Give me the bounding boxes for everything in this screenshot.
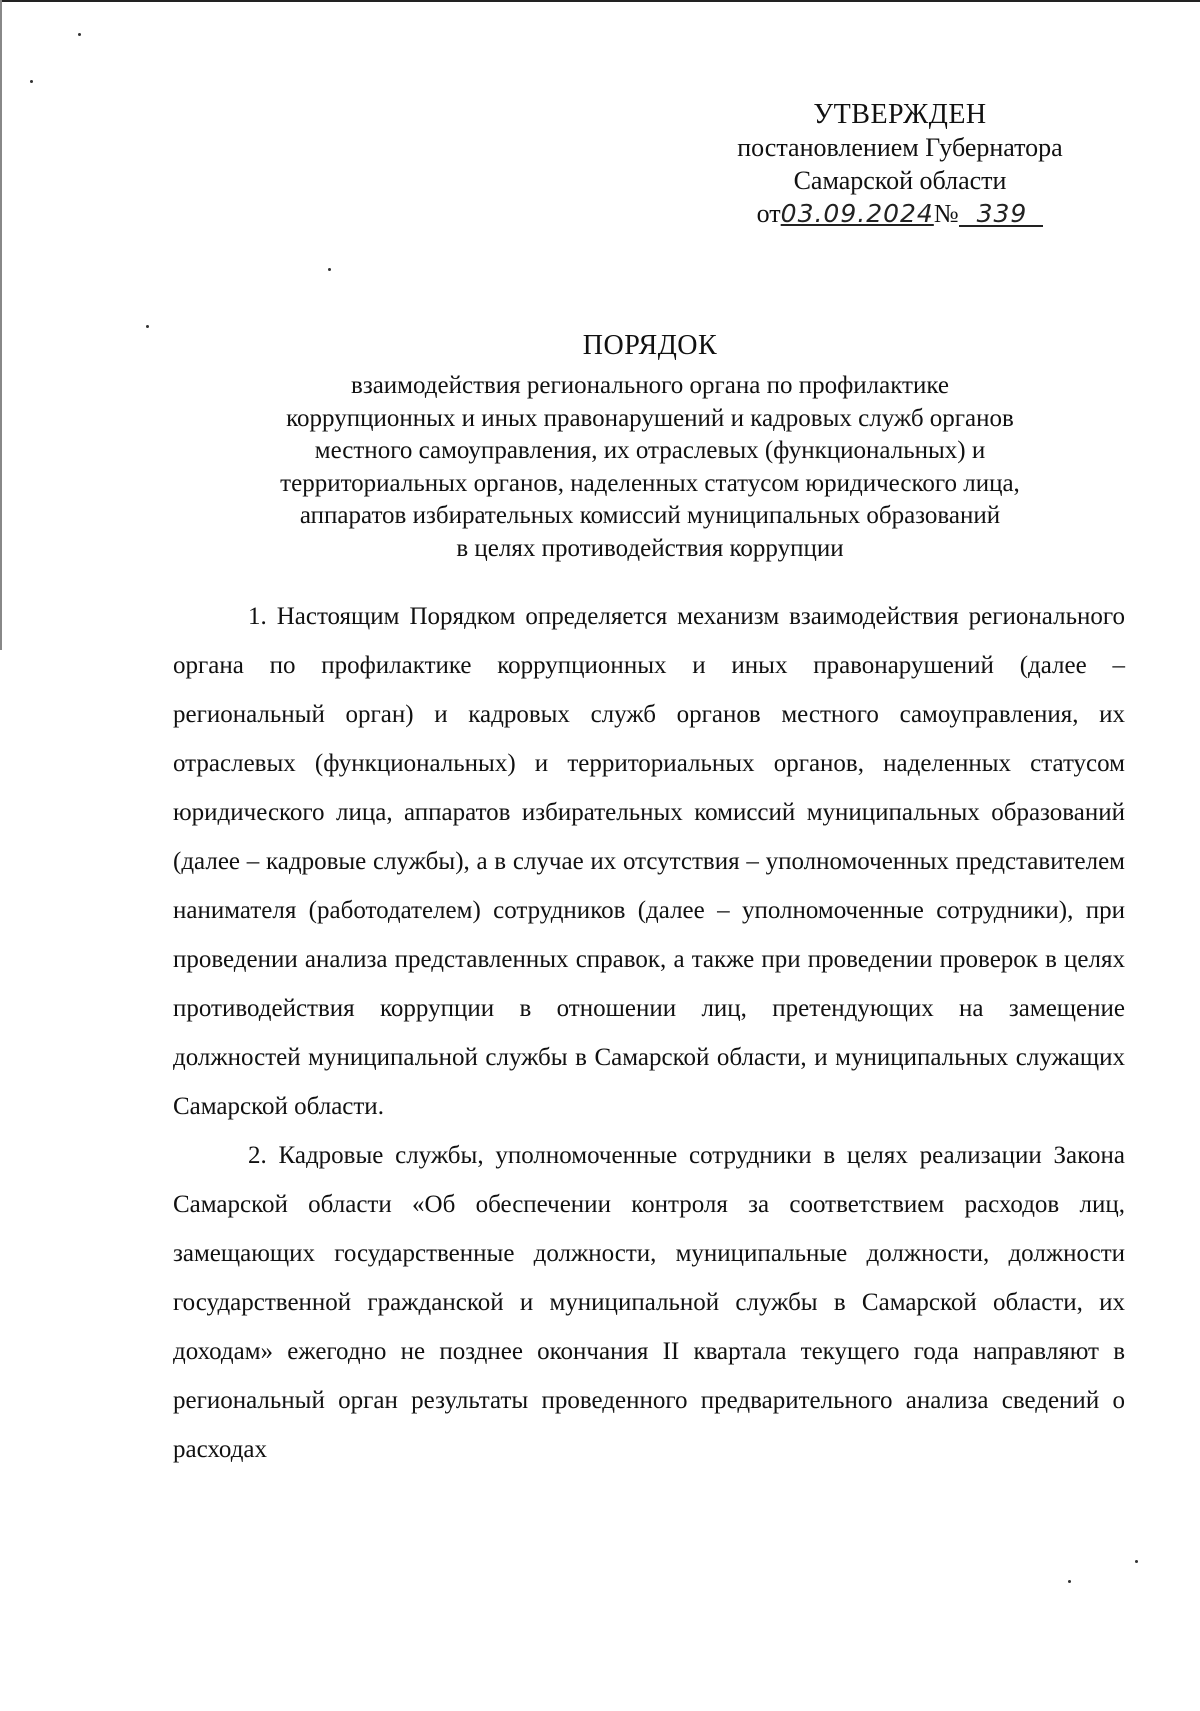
scan-speck bbox=[1135, 1560, 1138, 1563]
handwritten-number: 339 bbox=[976, 199, 1028, 228]
approval-title: УТВЕРЖДЕН bbox=[813, 99, 987, 130]
subtitle-line: аппаратов избирательных комиссий муниципальных образований bbox=[299, 502, 1001, 529]
subtitle-line: взаимодействия регионального органа по профилактике bbox=[351, 372, 949, 399]
subtitle-line: территориальных органов, наделенных статусом юридического лица, bbox=[280, 469, 1020, 497]
scan-speck bbox=[1068, 1580, 1071, 1583]
scan-speck bbox=[146, 325, 149, 328]
date-prefix: от bbox=[756, 199, 781, 228]
approval-block bbox=[690, 98, 1110, 230]
approval-line-1: постановлением Губернатора bbox=[737, 133, 1063, 162]
scan-border-top bbox=[0, 0, 1200, 2]
scan-speck bbox=[78, 33, 81, 36]
scan-speck bbox=[328, 268, 331, 271]
subtitle-line: коррупционных и иных правонарушений и кадровых служб органов bbox=[286, 404, 1014, 432]
document-subtitle bbox=[150, 370, 1150, 565]
approval-line-2: Самарской области bbox=[793, 166, 1007, 195]
scan-border-left bbox=[0, 0, 2, 650]
subtitle-line: в целях противодействия коррупции bbox=[456, 534, 844, 562]
number-sign: № bbox=[933, 199, 959, 228]
paragraph-2: 2. Кадровые службы, уполномоченные сотрудники в целях реализации Закона Самарской области «Об обеспечении контроля за соответствием расходов лиц, замещающих государственные должности, муниципальные должности, должности государственной гражданской и муниципальной службы в Самарской области, их доходам» ежегодно не позднее окончания II квартала текущего года направляют в региональный орган результаты проведенного предварительного анализа сведений о расходах bbox=[173, 1142, 1125, 1463]
paragraph-1: 1. Настоящим Порядком определяется механизм взаимодействия регионального органа по профилактике коррупционных и иных правонарушений (далее – региональный орган) и кадровых служб органов местного самоуправления, их отраслевых (функциональных) и территориальных органов, наделенных статусом юридического лица, аппаратов избирательных комиссий муниципальных образований (далее – кадровые службы), а в случае их отсутствия – уполномоченных представителем нанимателя (работодателем) сотрудников (далее – уполномоченные сотрудники), при проведении анализа представленных справок, а также при проведении проверок в целях противодействия коррупции в отношении лиц, претендующих на замещение должностей муниципальной службы в Самарской области, и муниципальных служащих Самарской области. bbox=[173, 603, 1125, 1120]
document-title: ПОРЯДОК bbox=[582, 330, 718, 361]
subtitle-line: местного самоуправления, их отраслевых (функциональных) и bbox=[314, 437, 986, 464]
approval-date-line bbox=[690, 197, 1110, 230]
document-body bbox=[173, 592, 1125, 1474]
scan-speck bbox=[30, 80, 33, 83]
handwritten-date: 03.09.2024 bbox=[780, 199, 934, 228]
